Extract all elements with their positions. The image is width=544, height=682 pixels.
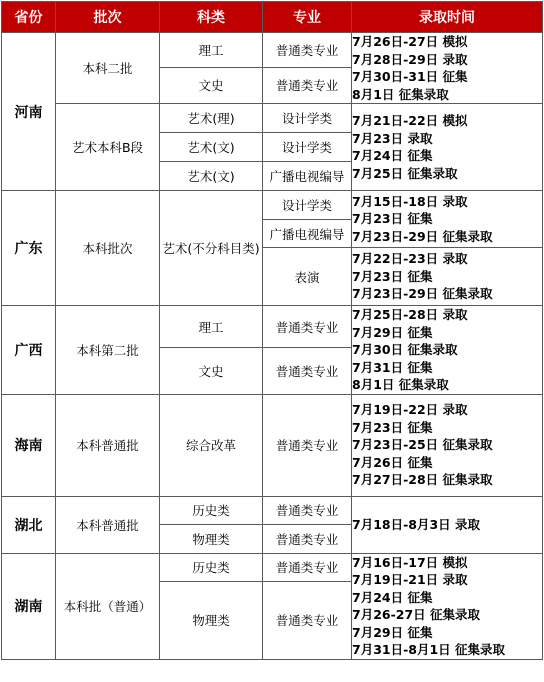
time-line: 7月31日 征集 [352, 359, 433, 375]
category-cell: 艺术(理) [160, 104, 263, 133]
major-cell: 设计学类 [263, 191, 352, 220]
category-cell: 理工 [160, 306, 263, 348]
time-line: 7月27日-28日 征集录取 [352, 472, 493, 488]
category-cell: 艺术(不分科目类) [160, 191, 263, 306]
time-line: 7月24日 征集 [352, 148, 433, 163]
time-line: 7月19日-21日 录取 [352, 572, 468, 587]
time-line: 7月28日-29日 录取 [352, 51, 468, 67]
major-cell: 设计学类 [263, 104, 352, 133]
category-cell: 综合改革 [160, 394, 263, 496]
province-cell: 海南 [2, 394, 56, 496]
major-cell: 普通类专业 [263, 33, 352, 68]
time-line: 7月23日-29日 征集录取 [352, 228, 493, 244]
admission-time-cell [352, 248, 543, 306]
time-line: 7月23日-29日 征集录取 [352, 286, 493, 302]
time-line: 7月26日-27日 模拟 [352, 34, 468, 49]
time-line: 7月31日-8月1日 征集录取 [352, 642, 506, 657]
table-row [2, 104, 543, 133]
major-cell: 普通类专业 [263, 553, 352, 581]
major-cell: 设计学类 [263, 133, 352, 162]
province-cell: 湖北 [2, 496, 56, 553]
major-cell: 广播电视编导 [263, 162, 352, 191]
province-cell: 广西 [2, 306, 56, 395]
category-cell: 历史类 [160, 553, 263, 581]
province-cell: 湖南 [2, 553, 56, 659]
batch-cell: 艺术本科B段 [56, 104, 160, 191]
header-province: 省份 [2, 2, 56, 33]
header-major: 专业 [263, 2, 352, 33]
province-cell: 河南 [2, 33, 56, 191]
admission-time-cell [352, 33, 543, 104]
time-line: 7月23日 录取 [352, 130, 433, 146]
time-line: 7月23日 征集 [352, 211, 433, 227]
category-cell: 物理类 [160, 524, 263, 553]
category-cell: 艺术(文) [160, 133, 263, 162]
table-row [2, 191, 543, 220]
time-line: 7月29日 征集 [352, 624, 433, 640]
major-cell: 普通类专业 [263, 348, 352, 394]
time-line: 7月26日 征集 [352, 454, 433, 470]
province-cell: 广东 [2, 191, 56, 306]
header-batch: 批次 [56, 2, 160, 33]
major-cell: 普通类专业 [263, 496, 352, 524]
major-cell: 普通类专业 [263, 394, 352, 496]
major-cell: 普通类专业 [263, 581, 352, 659]
header-row [2, 2, 543, 33]
time-line: 7月24日 征集 [352, 589, 433, 605]
time-line: 7月25日-28日 录取 [352, 307, 468, 322]
major-cell: 普通类专业 [263, 306, 352, 348]
category-cell: 理工 [160, 33, 263, 68]
time-line: 7月23日 征集 [352, 268, 433, 284]
table-row [2, 394, 543, 496]
major-cell: 广播电视编导 [263, 220, 352, 248]
time-line: 7月29日 征集 [352, 324, 433, 340]
major-cell: 普通类专业 [263, 524, 352, 553]
batch-cell: 本科批次 [56, 191, 160, 306]
table-row [2, 496, 543, 524]
time-line: 7月15日-18日 录取 [352, 193, 468, 209]
batch-cell: 本科批（普通） [56, 553, 160, 659]
time-line: 7月16日-17日 模拟 [352, 554, 468, 570]
time-line: 7月30日 征集录取 [352, 342, 458, 357]
category-cell: 文史 [160, 348, 263, 394]
table-row [2, 306, 543, 348]
admission-time-cell [352, 104, 543, 191]
admission-schedule-table [1, 1, 543, 660]
time-line: 7月22日-23日 录取 [352, 251, 468, 267]
time-line: 7月19日-22日 录取 [352, 402, 468, 418]
table-row [2, 33, 543, 68]
admission-time-cell [352, 496, 543, 553]
time-line: 7月18日-8月3日 录取 [352, 516, 481, 532]
category-cell: 文史 [160, 67, 263, 103]
batch-cell: 本科普通批 [56, 394, 160, 496]
category-cell: 艺术(文) [160, 162, 263, 191]
batch-cell: 本科第二批 [56, 306, 160, 395]
admission-time-cell [352, 306, 543, 395]
table-row [2, 553, 543, 581]
time-line: 8月1日 征集录取 [352, 86, 449, 102]
major-cell: 表演 [263, 248, 352, 306]
major-cell: 普通类专业 [263, 67, 352, 103]
category-cell: 物理类 [160, 581, 263, 659]
time-line: 7月26-27日 征集录取 [352, 607, 481, 622]
admission-time-cell [352, 394, 543, 496]
time-line: 7月23日 征集 [352, 419, 433, 435]
admission-time-cell [352, 553, 543, 659]
header-category: 科类 [160, 2, 263, 33]
header-admission-time: 录取时间 [352, 2, 543, 33]
time-line: 7月25日 征集录取 [352, 165, 458, 181]
batch-cell: 本科普通批 [56, 496, 160, 553]
category-cell: 历史类 [160, 496, 263, 524]
admission-time-cell [352, 191, 543, 248]
time-line: 7月21日-22日 模拟 [352, 113, 468, 128]
time-line: 7月23日-25日 征集录取 [352, 437, 493, 453]
batch-cell: 本科二批 [56, 33, 160, 104]
time-line: 8月1日 征集录取 [352, 377, 449, 392]
time-line: 7月30日-31日 征集 [352, 69, 468, 84]
